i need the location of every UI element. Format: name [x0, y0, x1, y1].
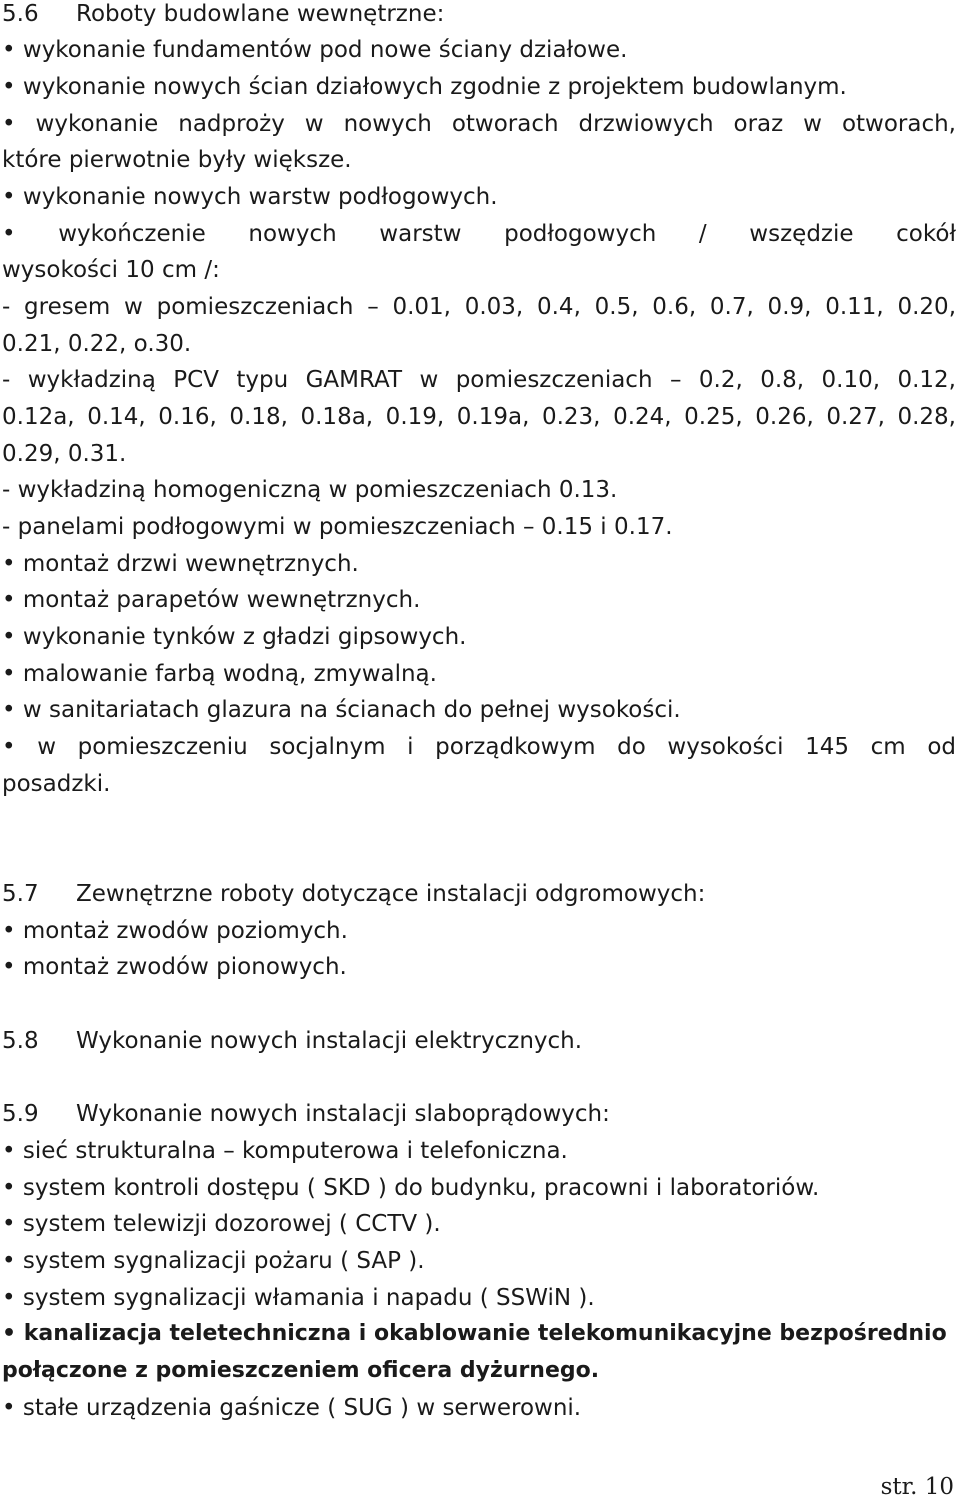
sub-item: - gresem w pomieszczeniach – 0.01, 0.03, 0.4, 0.5, 0.6, 0.7, 0.9, 0.11, 0.20, [2, 294, 956, 320]
list-item: • wykonanie nowych ścian działowych zgodnie z projektem budowlanym. [2, 74, 847, 100]
list-item: • wykonanie fundamentów pod nowe ściany działowe. [2, 37, 628, 63]
list-item-continuation: które pierwotnie były większe. [2, 147, 352, 173]
list-item: • wykonanie nowych warstw podłogowych. [2, 184, 498, 210]
list-item: • montaż drzwi wewnętrznych. [2, 551, 359, 577]
section-number: 5.9 [2, 1101, 39, 1127]
list-item-continuation: posadzki. [2, 771, 111, 797]
list-item-bold: • kanalizacja teletechniczna i okablowanie telekomunikacyjne bezpośrednio [2, 1321, 947, 1346]
list-item: • wykończenie nowych warstw podłogowych / wszędzie cokół [2, 221, 956, 247]
sub-item-continuation: 0.12a, 0.14, 0.16, 0.18, 0.18a, 0.19, 0.19a, 0.23, 0.24, 0.25, 0.26, 0.27, 0.28, [2, 404, 956, 430]
page-number: str. 10 [880, 1474, 954, 1500]
list-item: • system telewizji dozorowej ( CCTV ). [2, 1211, 441, 1237]
sub-item-continuation: 0.29, 0.31. [2, 441, 127, 467]
section-heading-5-9 [2, 1097, 956, 1131]
section-title: Wykonanie nowych instalacji elektrycznych. [76, 1028, 583, 1054]
list-item: • system sygnalizacji włamania i napadu ( SSWiN ). [2, 1285, 595, 1311]
list-item: • w pomieszczeniu socjalnym i porządkowym do wysokości 145 cm od [2, 734, 956, 760]
sub-item: - panelami podłogowymi w pomieszczeniach – 0.15 i 0.17. [2, 514, 673, 540]
list-item-continuation: wysokości 10 cm /: [2, 257, 220, 283]
section-title: Zewnętrzne roboty dotyczące instalacji odgromowych: [76, 881, 706, 907]
list-item: • w sanitariatach glazura na ścianach do pełnej wysokości. [2, 697, 681, 723]
section-number: 5.6 [2, 1, 39, 27]
section-number: 5.8 [2, 1028, 39, 1054]
section-number: 5.7 [2, 881, 39, 907]
section-heading-5-6 [2, 0, 956, 31]
list-item: • malowanie farbą wodną, zmywalną. [2, 661, 437, 687]
list-item: • wykonanie tynków z gładzi gipsowych. [2, 624, 467, 650]
list-item: • montaż zwodów pionowych. [2, 954, 347, 980]
list-item-bold-continuation: połączone z pomieszczeniem oficera dyżurnego. [2, 1358, 600, 1383]
list-item: • montaż parapetów wewnętrznych. [2, 587, 421, 613]
section-title: Roboty budowlane wewnętrzne: [76, 1, 445, 27]
list-item: • system kontroli dostępu ( SKD ) do budynku, pracowni i laboratoriów. [2, 1175, 820, 1201]
sub-item: - wykładziną PCV typu GAMRAT w pomieszczeniach – 0.2, 0.8, 0.10, 0.12, [2, 367, 956, 393]
section-heading-5-8 [2, 1024, 956, 1058]
list-item: • wykonanie nadproży w nowych otworach drzwiowych oraz w otworach, [2, 111, 956, 137]
sub-item: - wykładziną homogeniczną w pomieszczeniach 0.13. [2, 477, 618, 503]
list-item: • montaż zwodów poziomych. [2, 918, 348, 944]
section-title: Wykonanie nowych instalacji slaboprądowych: [76, 1101, 610, 1127]
list-item: • sieć strukturalna – komputerowa i telefoniczna. [2, 1138, 568, 1164]
section-heading-5-7 [2, 877, 956, 911]
sub-item-continuation: 0.21, 0.22, o.30. [2, 331, 192, 357]
list-item: • stałe urządzenia gaśnicze ( SUG ) w serwerowni. [2, 1395, 582, 1421]
list-item: • system sygnalizacji pożaru ( SAP ). [2, 1248, 425, 1274]
